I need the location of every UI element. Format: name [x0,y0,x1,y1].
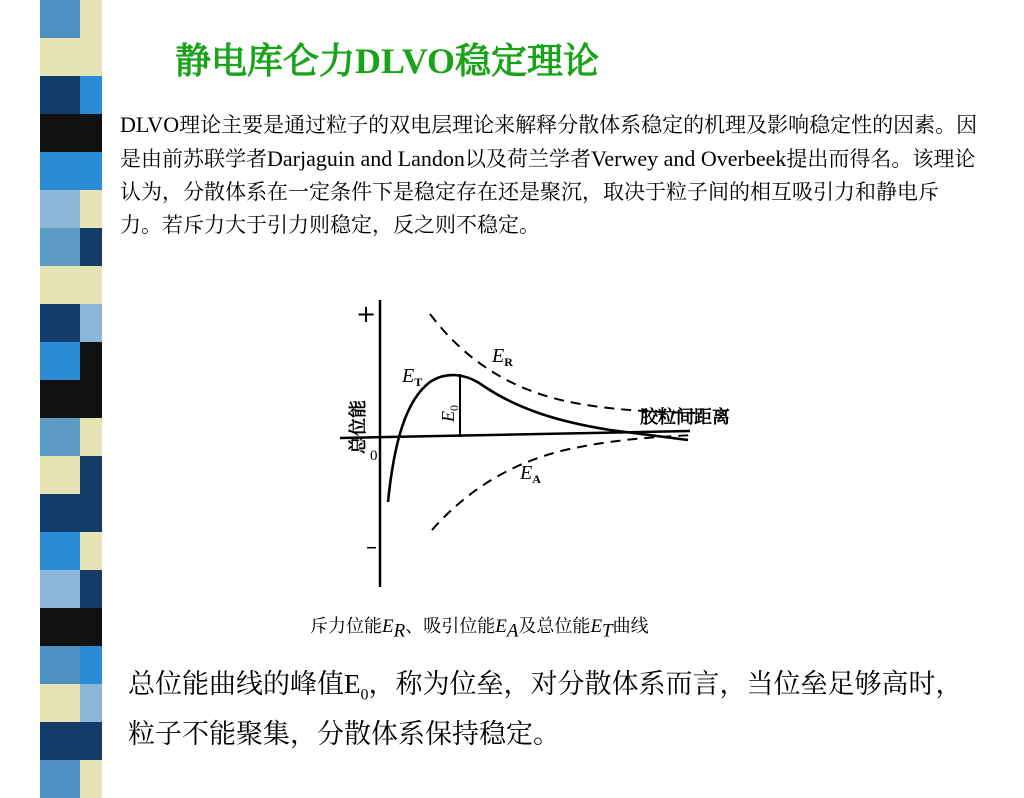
stripe-cell [40,342,80,380]
intro-names-1: Darjaguin and Landon [267,146,465,171]
caption-er: E [382,616,394,637]
plus-label: + [356,300,377,328]
stripe-cell [40,190,80,228]
caption-part-1: 斥力位能 [310,616,382,637]
stripe-cell [40,646,80,684]
er-label [491,345,513,369]
caption-et: E [590,616,603,637]
stripe-cell [40,532,80,570]
stripe-cell [80,228,102,266]
intro-paragraph [120,108,980,242]
conclusion-paragraph [128,664,988,755]
stripe-cell [40,722,102,760]
stripe-cell [40,380,102,418]
e0-letter: E [438,411,458,422]
zero-label: 0 [370,448,378,464]
intro-text-3: 提出而得名。该理论认为，分散体系在一定条件下是稳定存在还是聚沉，取决于粒子间的相互吸引力和静电斥力。若斥力大于引力则稳定，反之则不稳定。 [120,147,976,237]
page-title [175,38,599,85]
intro-text-1: 理论主要是通过粒子的双电层理论来解释分散体系稳定的机理及影响稳定性的因素。因是由前苏联学者 [120,113,978,171]
stripe-cell [80,684,102,722]
stripe-cell [40,228,80,266]
title-latin: DLVO [355,41,455,81]
ea-letter: E [520,462,533,484]
decorative-stripe-bar [40,0,102,768]
conclusion-e: E [344,669,361,699]
title-cn: 静电库仑力 [175,41,356,82]
intro-dlvo: DLVO [120,112,180,137]
stripe-cell [80,0,102,38]
stripe-cell [40,418,80,456]
intro-text-2: 以及荷兰学者 [464,147,591,171]
stripe-cell [80,342,102,380]
stripe-cell [40,0,80,38]
title-cn2: 稳定理论 [455,41,600,82]
stripe-cell [80,418,102,456]
minus-label: – [366,535,377,560]
er-subscript: R [504,355,513,369]
stripe-cell [40,304,80,342]
stripe-cell [80,114,102,152]
et-label [401,365,422,389]
et-subscript: T [414,375,423,389]
caption-part-4: 曲线 [612,616,649,637]
attraction-curve [432,435,695,530]
stripe-cell [80,570,102,608]
stripe-cell [80,760,102,798]
stripe-cell [40,266,102,304]
potential-energy-diagram [320,292,760,597]
caption-part-3: 及总位能 [518,616,591,637]
stripe-cell [40,456,80,494]
stripe-cell [40,76,80,114]
caption-er-sub: R [393,620,406,642]
stripe-cell [80,646,102,684]
intro-names-2: Verwey and Overbeek [590,146,787,171]
stripe-cell [40,114,80,152]
stripe-cell [40,494,102,532]
caption-ea-sub: A [506,620,519,642]
er-letter: E [492,345,505,367]
stripe-cell [40,152,102,190]
caption-et-sub: T [602,620,613,642]
stripe-cell [40,608,102,646]
ea-subscript: A [532,472,541,486]
stripe-cell [40,38,102,76]
stripe-cell [80,190,102,228]
y-axis-label: 总位能 [348,400,369,454]
stripe-cell [40,684,80,722]
stripe-cell [80,532,102,570]
stripe-cell [80,76,102,114]
caption-part-2: 、吸引位能 [405,616,496,637]
stripe-cell [80,456,102,494]
figure-caption [310,614,649,645]
e0-label [438,405,461,423]
stripe-cell [40,570,80,608]
conclusion-part-2: ，称为位垒，对分散体系而言，当位垒足够高时，粒子不能聚集，分散体系保持稳定。 [128,669,963,751]
caption-ea: E [495,616,507,637]
ea-label [519,462,541,486]
repulsion-curve [430,314,695,413]
et-letter: E [402,365,415,387]
x-axis-label: 胶粒间距离 [640,407,730,428]
conclusion-e-sub: 0 [360,686,369,704]
conclusion-part-1: 总位能曲线的峰值 [128,669,344,700]
stripe-cell [80,304,102,342]
e0-subscript: 0 [447,405,461,411]
stripe-cell [40,760,80,798]
